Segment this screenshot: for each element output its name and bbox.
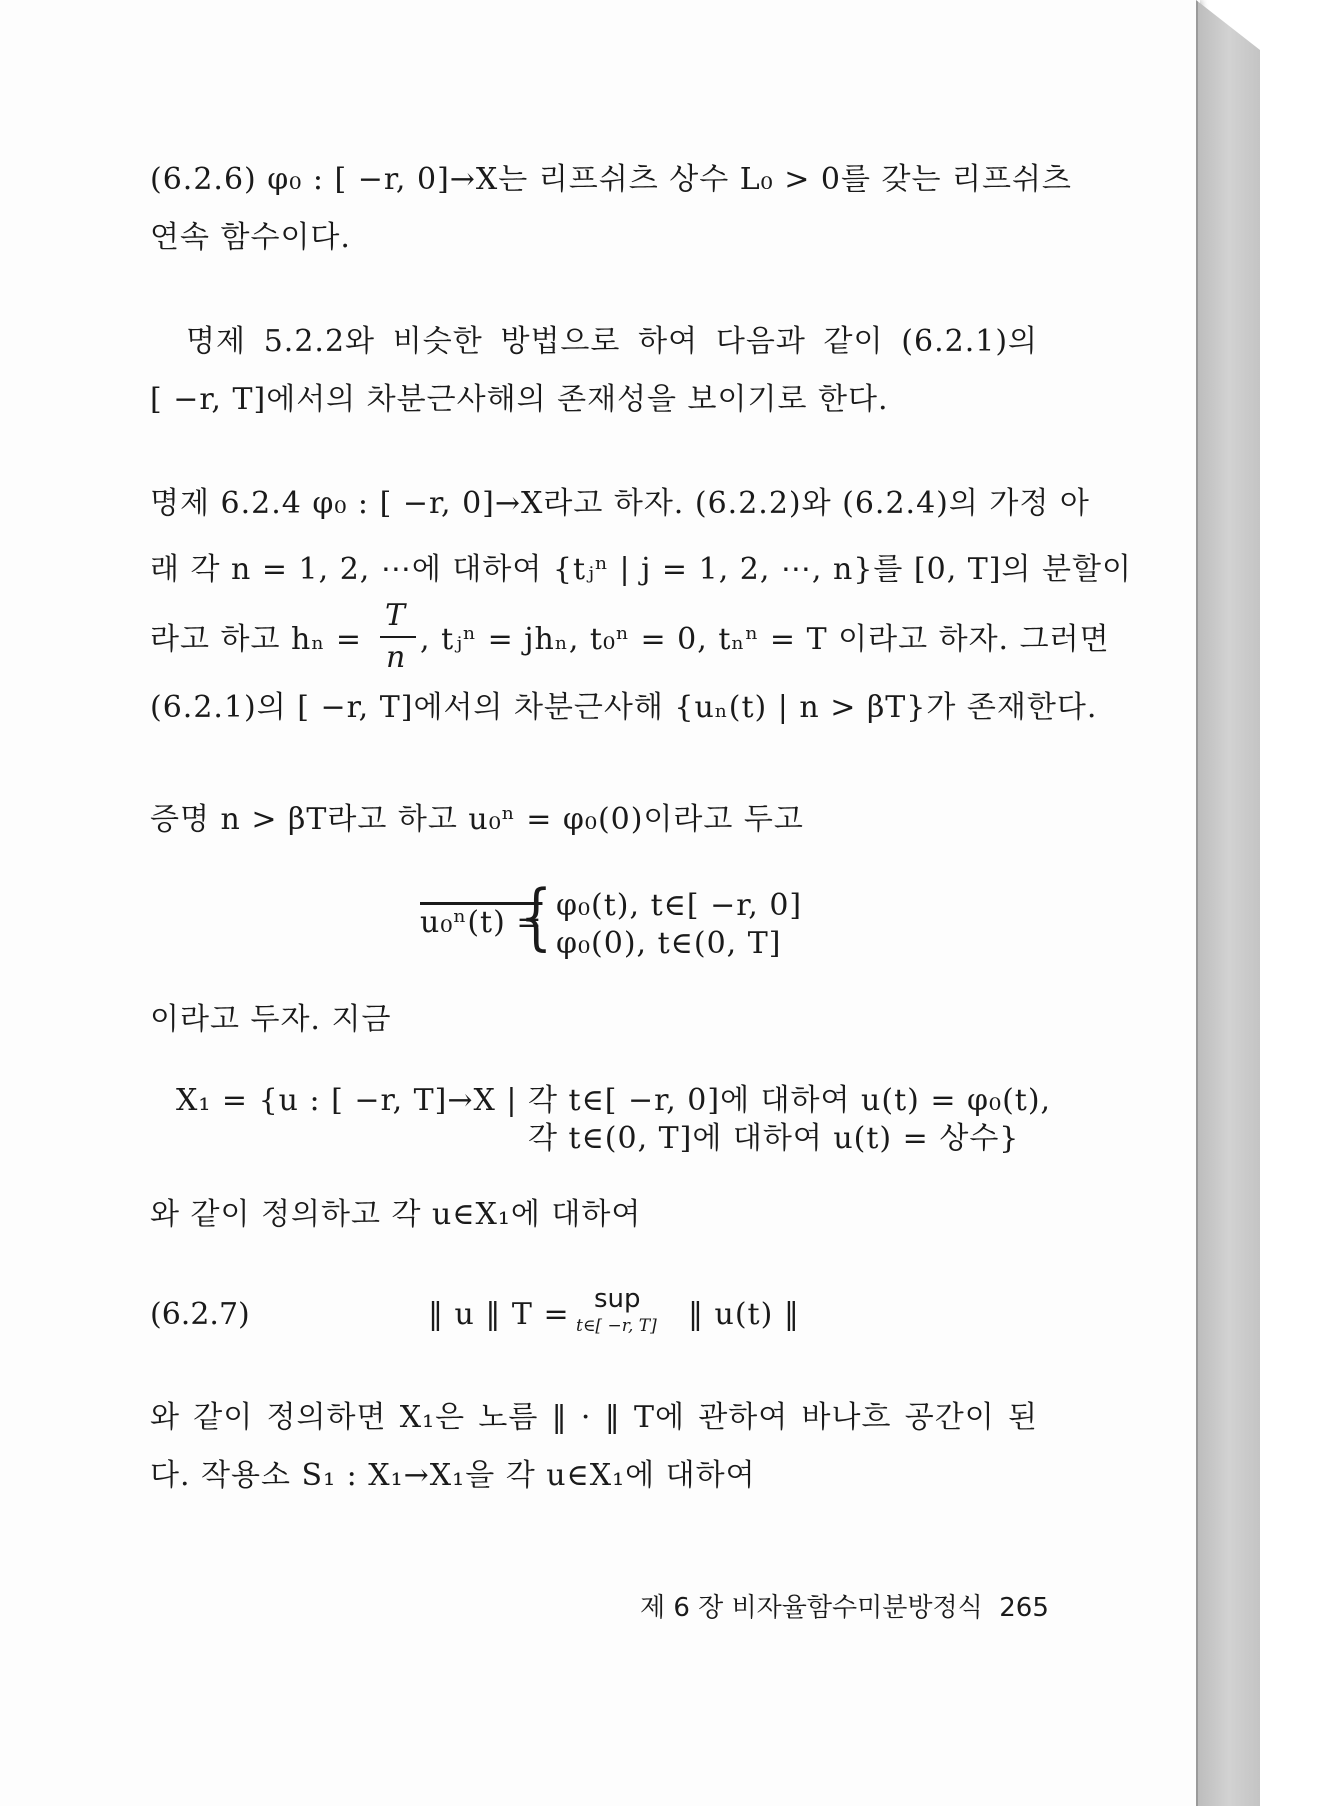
fraction-denominator: n	[386, 640, 406, 675]
text-line: [ −r, T]에서의 차분근사해의 존재성을 보이기로 한다.	[150, 382, 889, 417]
fraction-bar	[380, 636, 416, 638]
text-line: 명제 5.2.2와 비슷한 방법으로 하여 다음과 같이 (6.2.1)의	[186, 324, 1038, 359]
text-line: 래 각 n = 1, 2, ⋯에 대하여 {tⱼⁿ | j = 1, 2, ⋯, n}를 [0, T]의 분할이	[150, 552, 1132, 587]
text-line: , tⱼⁿ = jhₙ, t₀ⁿ = 0, tₙⁿ = T 이라고 하자. 그러면	[420, 622, 1110, 657]
book-page-edge	[1196, 0, 1260, 1806]
text-line: (6.2.1)의 [ −r, T]에서의 차분근사해 {uₙ(t) | n > βT}가 존재한다.	[150, 690, 1098, 725]
equation-lhs: ‖ u ‖ T =	[428, 1297, 570, 1332]
sup-subscript: t∈[ −r, T]	[576, 1316, 657, 1336]
page-footer	[640, 1590, 1049, 1626]
proof-line: 증명 n > βT라고 하고 u₀ⁿ = φ₀(0)이라고 두고	[150, 802, 804, 837]
equation-lhs: u₀ⁿ(t) =	[420, 905, 543, 940]
chapter-title: 제 6 장 비자율함수미분방정식	[640, 1593, 983, 1623]
text-line: 연속 함수이다.	[150, 220, 351, 255]
equation-lhs: X₁ = {u : [ −r, T]→X |	[176, 1083, 518, 1118]
text-line: 와 같이 정의하면 X₁은 노름 ‖ · ‖ T에 관하여 바나흐 공간이 된	[150, 1400, 1038, 1435]
sup-operator: sup	[594, 1284, 641, 1314]
page-number: 265	[999, 1593, 1049, 1623]
text-line: 다. 작용소 S₁ : X₁→X₁을 각 u∈X₁에 대하여	[150, 1458, 756, 1493]
text-line: 이라고 두자. 지금	[150, 1002, 392, 1037]
left-brace: {	[520, 874, 553, 958]
equation-row: 각 t∈[ −r, 0]에 대하여 u(t) = φ₀(t),	[528, 1083, 1052, 1118]
proposition-title: 명제 6.2.4 φ₀ : [ −r, 0]→X라고 하자. (6.2.2)와 (6.2.4)의 가정 아	[150, 486, 1090, 521]
equation-row: 각 t∈(0, T]에 대하여 u(t) = 상수}	[528, 1121, 1020, 1156]
fraction-numerator: T	[385, 598, 406, 633]
text-line: 라고 하고 hₙ =	[150, 622, 362, 657]
equation-rhs: ‖ u(t) ‖	[688, 1297, 800, 1332]
text-line: 와 같이 정의하고 각 u∈X₁에 대하여	[150, 1197, 642, 1232]
text-line: (6.2.6) φ₀ : [ −r, 0]→X는 리프쉬츠 상수 L₀ > 0를 갖는 리프쉬츠	[150, 162, 1072, 197]
equation-case: φ₀(0), t∈(0, T]	[556, 926, 782, 961]
equation-case: φ₀(t), t∈[ −r, 0]	[556, 888, 803, 923]
equation-number: (6.2.7)	[150, 1297, 250, 1332]
